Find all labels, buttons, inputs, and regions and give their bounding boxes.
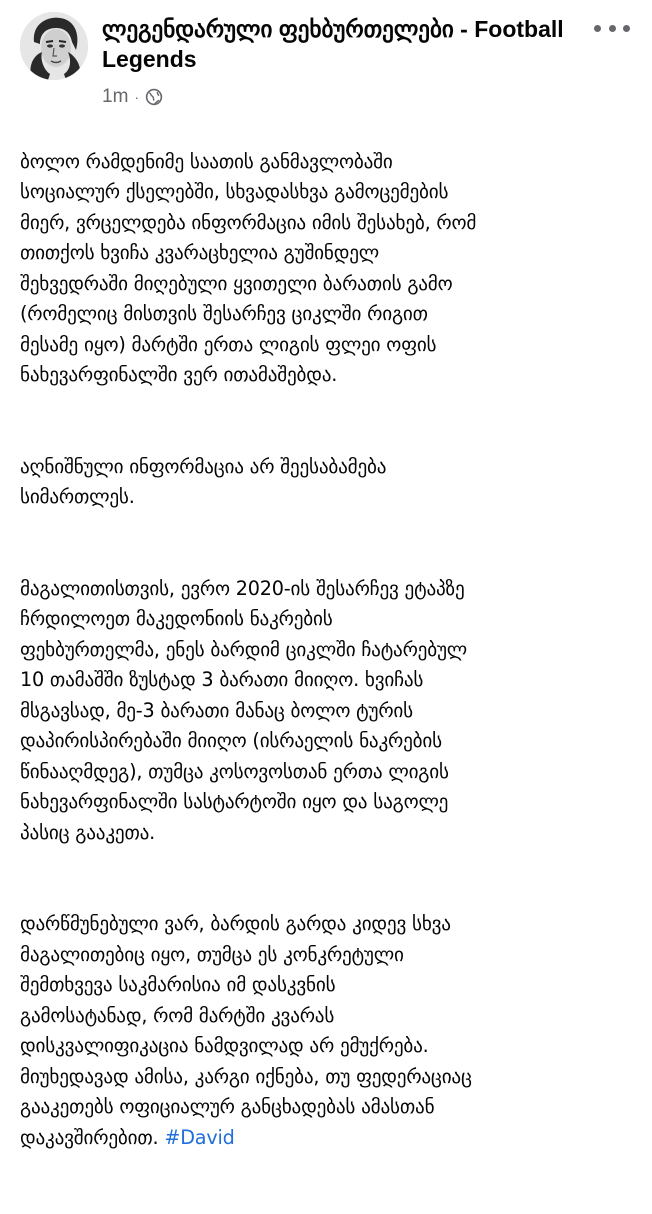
post-paragraph-3: მაგალითისთვის, ევრო 2020-ის შესარჩევ ეტაპზე ჩრდილოეთ მაკედონიის ნაკრების ფეხბურთელმა, ენეს ბარდიმ ციკლში ჩატარებულ 10 თამაშში ზუსტად 3 ბარათი მიიღო. ხვიჩას მსგავსად, მე-3 ბარათი მანაც ბოლო ტურის დაპირისპირებაში მიიღო (ისრაელის ნაკრების წინააღმდეგ), თუმცა კოსოვოსთან ერთა ლიგის ნახევარფინალში სასტარტოში იყო და საგოლე პასიც გააკეთა. (20, 576, 467, 844)
post-timestamp[interactable]: 1m (102, 86, 129, 107)
globe-icon[interactable] (145, 88, 163, 106)
post-header (0, 0, 652, 110)
post-paragraph-1: ბოლო რამდენიმე საათის განმავლობაში სოციალურ ქსელებში, სხვადასხვა გამოცემების მიერ, ვრცელდება ინფორმაცია იმის შესახებ, რომ თითქოს ხვიჩა კვარაცხელია გუშინდელ შეხვედრაში მიღებული ყვითელი ბარათის გამო (რომელიც მისთვის შესარჩევ ციკლში რიგით მესამე იყო) მარტში ერთა ლიგის ფლეი ოფის ნახევარფინალში ვერ ითამაშებდა. (20, 149, 477, 386)
post-body (20, 116, 640, 1214)
more-dot-icon (623, 25, 630, 32)
more-dot-icon (594, 25, 601, 32)
more-dot-icon (609, 25, 616, 32)
post-paragraph-4-text: დარწმუნებული ვარ, ბარდის გარდა კიდევ სხვა მაგალითებიც იყო, თუმცა ეს კონკრეტული შემთხვევა საკმარისია იმ დასკვნის გამოსატანად, რომ მარტში კვარას დისკვალიფიკაცია ნამდვილად არ ემუქრება. მიუხედავად ამისა, კარგი იქნება, თუ ფედერაციაც გააკეთებს ოფიციალურ განცხადებას ამასთან დაკავშირებით. (20, 912, 472, 1149)
avatar-portrait-icon (20, 12, 88, 80)
more-options-button[interactable] (594, 16, 630, 40)
post-paragraph-2: აღნიშნული ინფორმაცია არ შეესაბამება სიმართლეს. (20, 454, 387, 508)
meta-separator: · (134, 89, 140, 105)
page-avatar[interactable] (20, 12, 88, 80)
hashtag-link[interactable]: #David (164, 1125, 235, 1149)
post-paragraph-4 (20, 909, 640, 1153)
post-meta (102, 84, 163, 110)
page-name-link[interactable]: ლეგენდარული ფეხბურთელები - Football Legends (102, 16, 564, 72)
